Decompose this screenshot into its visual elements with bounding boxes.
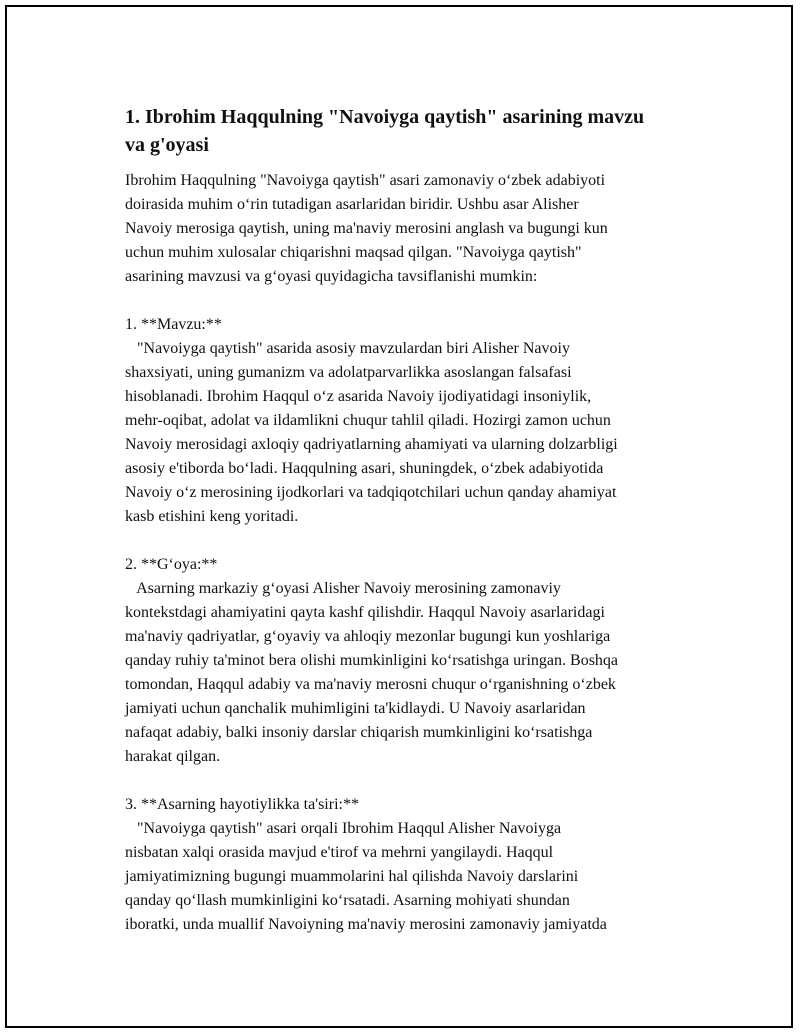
text-line: asarining mavzusi va g‘oyasi quyidagicha tavsiflanishi mumkin: (125, 268, 538, 285)
text-line: nisbatan xalqi orasida mavjud e'tirof va mehrni yangilaydi. Haqqul (125, 844, 554, 861)
section-title: 1. **Mavzu:** (125, 316, 222, 333)
text-line: Navoiy merosidagi axloqiy qadriyatlarning ahamiyati va ularning dolzarbligi (125, 436, 618, 453)
text-line: "Navoiyga qaytish" asarida asosiy mavzulardan biri Alisher Navoiy (125, 340, 570, 357)
page-frame (5, 5, 793, 1028)
text-line: doirasida muhim o‘rin tutadigan asarlaridan biridir. Ushbu asar Alisher (125, 196, 579, 213)
text-line: ma'naviy qadriyatlar, g‘oyaviy va ahloqiy mezonlar bugungi kun yoshlariga (125, 628, 611, 645)
text-line: mehr-oqibat, adolat va ildamlikni chuqur tahlil qiladi. Hozirgi zamon uchun (125, 412, 611, 429)
text-line: qanday qo‘llash mumkinligini ko‘rsatadi. Asarning mohiyati shundan (125, 892, 570, 909)
section-goya (125, 553, 705, 769)
text-line: uchun muhim xulosalar chiqarishni maqsad qilgan. "Navoiyga qaytish" (125, 244, 582, 261)
section-title: 2. **G‘oya:** (125, 556, 218, 573)
text-line: nafaqat adabiy, balki insoniy darslar chiqarish mumkinligini ko‘rsatishga (125, 724, 593, 741)
text-line: jamiyati uchun qanchalik muhimligini ta'kidlaydi. U Navoiy asarlaridan (125, 700, 586, 717)
text-line: harakat qilgan. (125, 748, 221, 765)
section-mavzu (125, 313, 705, 529)
section-hayotiylik (125, 793, 705, 937)
text-line: Asarning markaziy g‘oyasi Alisher Navoiy merosining zamonaviy (125, 580, 561, 597)
blank-line (125, 289, 705, 313)
blank-line (125, 769, 705, 793)
text-line: qanday ruhiy ta'minot bera olishi mumkinligini ko‘rsatishga uringan. Boshqa (125, 652, 619, 669)
text-line: kontekstdagi ahamiyatini qayta kashf qilishdir. Haqqul Navoiy asarlaridagi (125, 604, 605, 621)
blank-line (125, 529, 705, 553)
text-line: iboratki, unda muallif Navoiyning ma'naviy merosini zamonaviy jamiyatda (125, 916, 607, 933)
text-line: asosiy e'tiborda bo‘ladi. Haqqulning asari, shuningdek, o‘zbek adabiyotida (125, 460, 604, 477)
document-heading: 1. Ibrohim Haqqulning "Navoiyga qaytish" asarining mavzu va g'oyasi (125, 106, 645, 156)
text-line: Navoiy o‘z merosining ijodkorlari va tadqiqotchilari uchun qanday ahamiyat (125, 484, 617, 501)
intro-paragraph (125, 169, 705, 289)
text-line: Ibrohim Haqqulning "Navoiyga qaytish" asari zamonaviy o‘zbek adabiyoti (125, 172, 606, 189)
text-line: Navoiy merosiga qaytish, uning ma'naviy merosini anglash va bugungi kun (125, 220, 608, 237)
text-line: tomondan, Haqqul adabiy va ma'naviy merosni chuqur o‘rganishning o‘zbek (125, 676, 616, 693)
text-line: jamiyatimizning bugungi muammolarini hal qilishda Navoiy darslarini (125, 868, 579, 885)
text-line: "Navoiyga qaytish" asari orqali Ibrohim Haqqul Alisher Navoiyga (125, 820, 562, 837)
text-line: hisoblanadi. Ibrohim Haqqul o‘z asarida Navoiy ijodiyatidagi insoniylik, (125, 388, 592, 405)
section-title: 3. **Asarning hayotiylikka ta'siri:** (125, 796, 359, 813)
document-content (125, 103, 705, 937)
text-line: kasb etishini keng yoritadi. (125, 508, 299, 525)
text-line: shaxsiyati, uning gumanizm va adolatparvarlikka asoslangan falsafasi (125, 364, 572, 381)
